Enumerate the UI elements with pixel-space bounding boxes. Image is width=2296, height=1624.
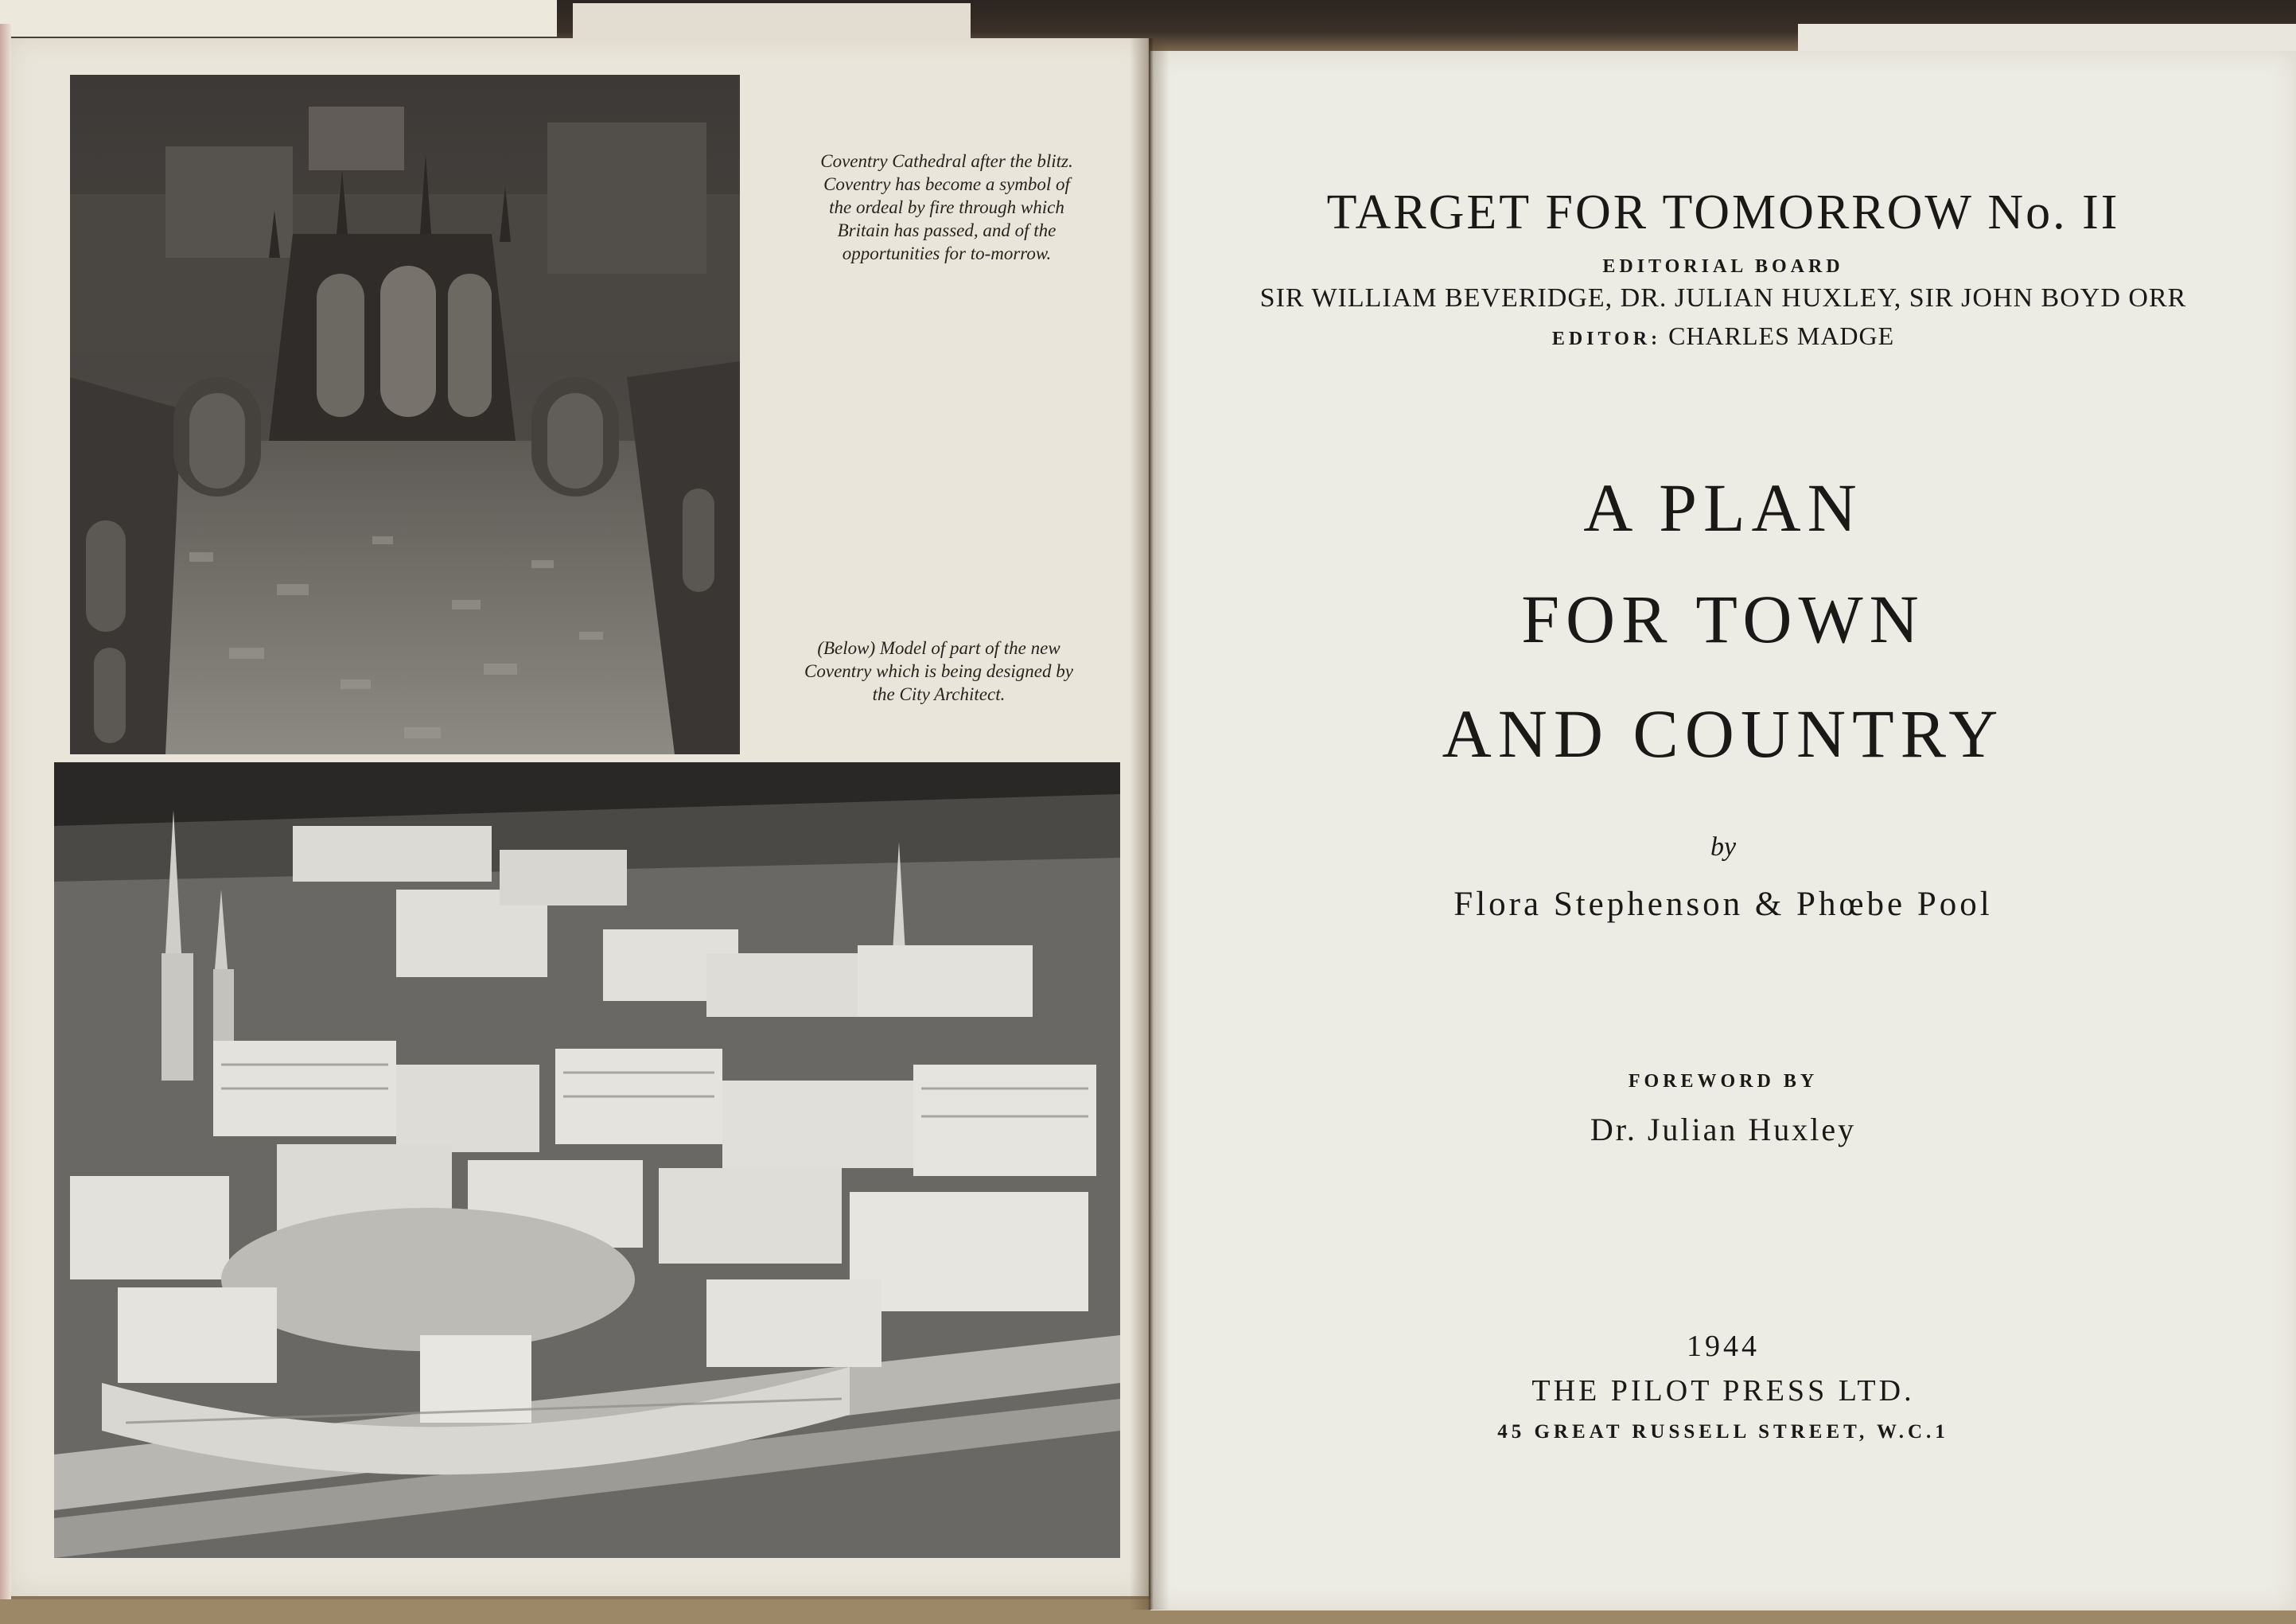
editorial-board-label: EDITORIAL BOARD	[1602, 256, 1844, 277]
cathedral-caption	[799, 150, 1095, 265]
editor-name: CHARLES MADGE	[1668, 321, 1895, 350]
caption-line: Coventry Cathedral after the blitz.	[820, 151, 1073, 171]
top-paper-strip	[573, 3, 971, 40]
by-line: by	[1710, 832, 1737, 862]
publication-year: 1944	[1687, 1330, 1760, 1363]
caption-line: Coventry has become a symbol of	[823, 174, 1070, 194]
caption-line: the City Architect.	[872, 684, 1006, 704]
foreword-label: FOREWORD BY	[1628, 1071, 1819, 1092]
foreword-author: Dr. Julian Huxley	[1590, 1112, 1857, 1147]
series-title: TARGET FOR TOMORROW No. II	[1326, 185, 2120, 240]
publisher: THE PILOT PRESS LTD.	[1531, 1374, 1915, 1408]
book-title-line: FOR TOWN	[1521, 581, 1925, 657]
top-paper-strip	[0, 0, 557, 37]
top-paper-strip	[1798, 24, 2296, 51]
editor-label: EDITOR:	[1551, 329, 1662, 349]
authors: Flora Stephenson & Phœbe Pool	[1453, 886, 1993, 923]
caption-line: Coventry which is being designed by	[804, 661, 1073, 681]
cathedral-ruins-photo	[70, 75, 740, 754]
book-title-line: A PLAN	[1583, 469, 1863, 546]
caption-line: (Below) Model of part of the new	[817, 638, 1060, 658]
editorial-board-members: SIR WILLIAM BEVERIDGE, DR. JULIAN HUXLEY, SIR JOHN BOYD ORR	[1259, 283, 2187, 313]
caption-line: the ordeal by fire through which	[829, 197, 1064, 217]
publisher-address: 45 GREAT RUSSELL STREET, W.C.1	[1497, 1421, 1949, 1443]
caption-line: opportunities for to-morrow.	[842, 243, 1052, 263]
left-page-edge	[0, 24, 11, 1599]
editor-line	[1150, 321, 2296, 351]
model-caption	[788, 637, 1090, 706]
city-model-photo	[54, 762, 1120, 1558]
caption-line: Britain has passed, and of the	[837, 220, 1057, 240]
book-title-line: AND COUNTRY	[1442, 695, 2005, 772]
